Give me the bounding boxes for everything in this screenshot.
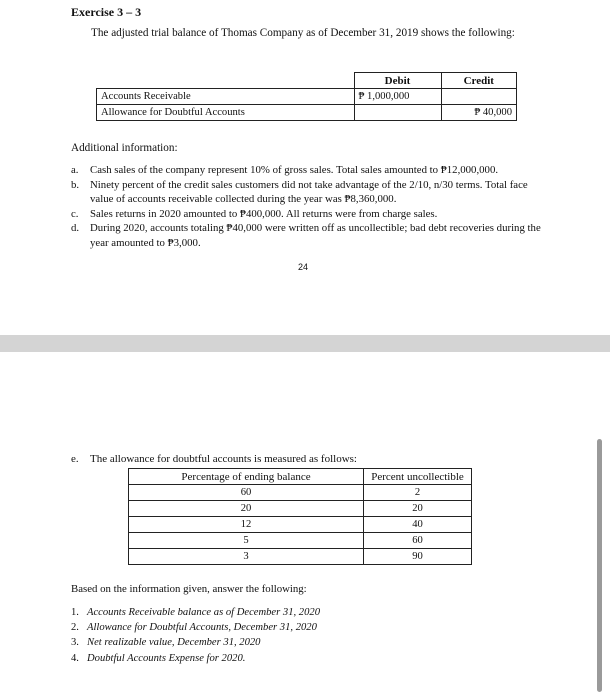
percentage-cell: 12 xyxy=(129,517,364,533)
uncollectible-cell: 2 xyxy=(364,485,472,501)
trial-balance-table xyxy=(96,72,517,121)
account-name-cell: Accounts Receivable xyxy=(97,89,355,105)
table-header-row xyxy=(97,73,517,89)
item-text: The allowance for doubtful accounts is measured as follows: xyxy=(90,453,357,465)
table-row xyxy=(97,89,517,105)
list-item xyxy=(71,635,320,650)
question-number: 1. xyxy=(71,607,79,618)
uncollectible-cell: 60 xyxy=(364,533,472,549)
percentage-cell: 60 xyxy=(129,485,364,501)
list-item xyxy=(71,620,320,635)
item-label: b. xyxy=(71,178,80,191)
credit-cell: ₱ 40,000 xyxy=(441,105,517,121)
item-text: During 2020, accounts totaling ₱40,000 were written off as uncollectible; bad debt recoveries during the year amounted to ₱3,000. xyxy=(90,222,541,249)
question-number: 2. xyxy=(71,622,79,634)
list-item xyxy=(71,221,541,250)
table-row xyxy=(129,533,472,549)
list-item xyxy=(71,651,320,666)
question-text: Allowance for Doubtful Accounts, December 31, 2020 xyxy=(87,622,317,634)
table-header-row xyxy=(129,469,472,485)
item-label: d. xyxy=(71,222,80,235)
table-row xyxy=(97,105,517,121)
uncollectible-cell: 90 xyxy=(364,549,472,565)
allowance-table xyxy=(128,468,472,565)
list-item xyxy=(71,207,541,222)
debit-header: Debit xyxy=(354,73,441,89)
intro-paragraph: The adjusted trial balance of Thomas Company as of December 31, 2019 shows the following: xyxy=(91,27,515,39)
page-separator xyxy=(0,335,610,352)
list-item xyxy=(71,178,541,207)
list-item xyxy=(71,163,541,178)
scrollbar[interactable] xyxy=(597,439,602,692)
account-name-cell: Allowance for Doubtful Accounts xyxy=(97,105,355,121)
percentage-cell: 20 xyxy=(129,501,364,517)
question-text: Accounts Receivable balance as of December 31, 2020 xyxy=(87,607,320,618)
document-page-2 xyxy=(0,352,610,700)
credit-header: Credit xyxy=(441,73,517,89)
table-row xyxy=(129,501,472,517)
table-row xyxy=(129,485,472,501)
table-row xyxy=(129,549,472,565)
table-row xyxy=(129,517,472,533)
list-item xyxy=(71,605,320,620)
uncollectible-cell: 20 xyxy=(364,501,472,517)
debit-cell xyxy=(354,105,441,121)
percentage-cell: 3 xyxy=(129,549,364,565)
percentage-header: Percentage of ending balance xyxy=(129,469,364,485)
item-text: Sales returns in 2020 amounted to ₱400,000. All returns were from charge sales. xyxy=(90,207,438,220)
additional-info-heading: Additional information: xyxy=(71,142,178,154)
blank-header-cell xyxy=(97,73,355,89)
item-text: Cash sales of the company represent 10% of gross sales. Total sales amounted to ₱12,000,000. xyxy=(90,164,499,176)
uncollectible-cell: 40 xyxy=(364,517,472,533)
item-label: c. xyxy=(71,207,79,220)
item-label: a. xyxy=(71,164,79,176)
question-text: Net realizable value, December 31, 2020 xyxy=(87,637,261,649)
item-e xyxy=(71,453,357,465)
exercise-title: Exercise 3 – 3 xyxy=(71,5,142,19)
question-text: Doubtful Accounts Expense for 2020. xyxy=(87,652,246,664)
questions-heading: Based on the information given, answer the following: xyxy=(71,583,307,595)
questions-list xyxy=(71,605,320,666)
item-label: e. xyxy=(71,453,79,465)
question-number: 4. xyxy=(71,652,79,664)
question-number: 3. xyxy=(71,637,79,649)
uncollectible-header: Percent uncollectible xyxy=(364,469,472,485)
percentage-cell: 5 xyxy=(129,533,364,549)
document-page-1 xyxy=(0,0,610,335)
info-list xyxy=(71,163,541,251)
page-number: 24 xyxy=(298,262,309,272)
item-text: Ninety percent of the credit sales customers did not take advantage of the 2/10, n/30 terms. Total face value of accounts receivable collected during the year was ₱8,360,000. xyxy=(90,178,528,206)
credit-cell xyxy=(441,89,517,105)
debit-cell: ₱ 1,000,000 xyxy=(354,89,441,105)
